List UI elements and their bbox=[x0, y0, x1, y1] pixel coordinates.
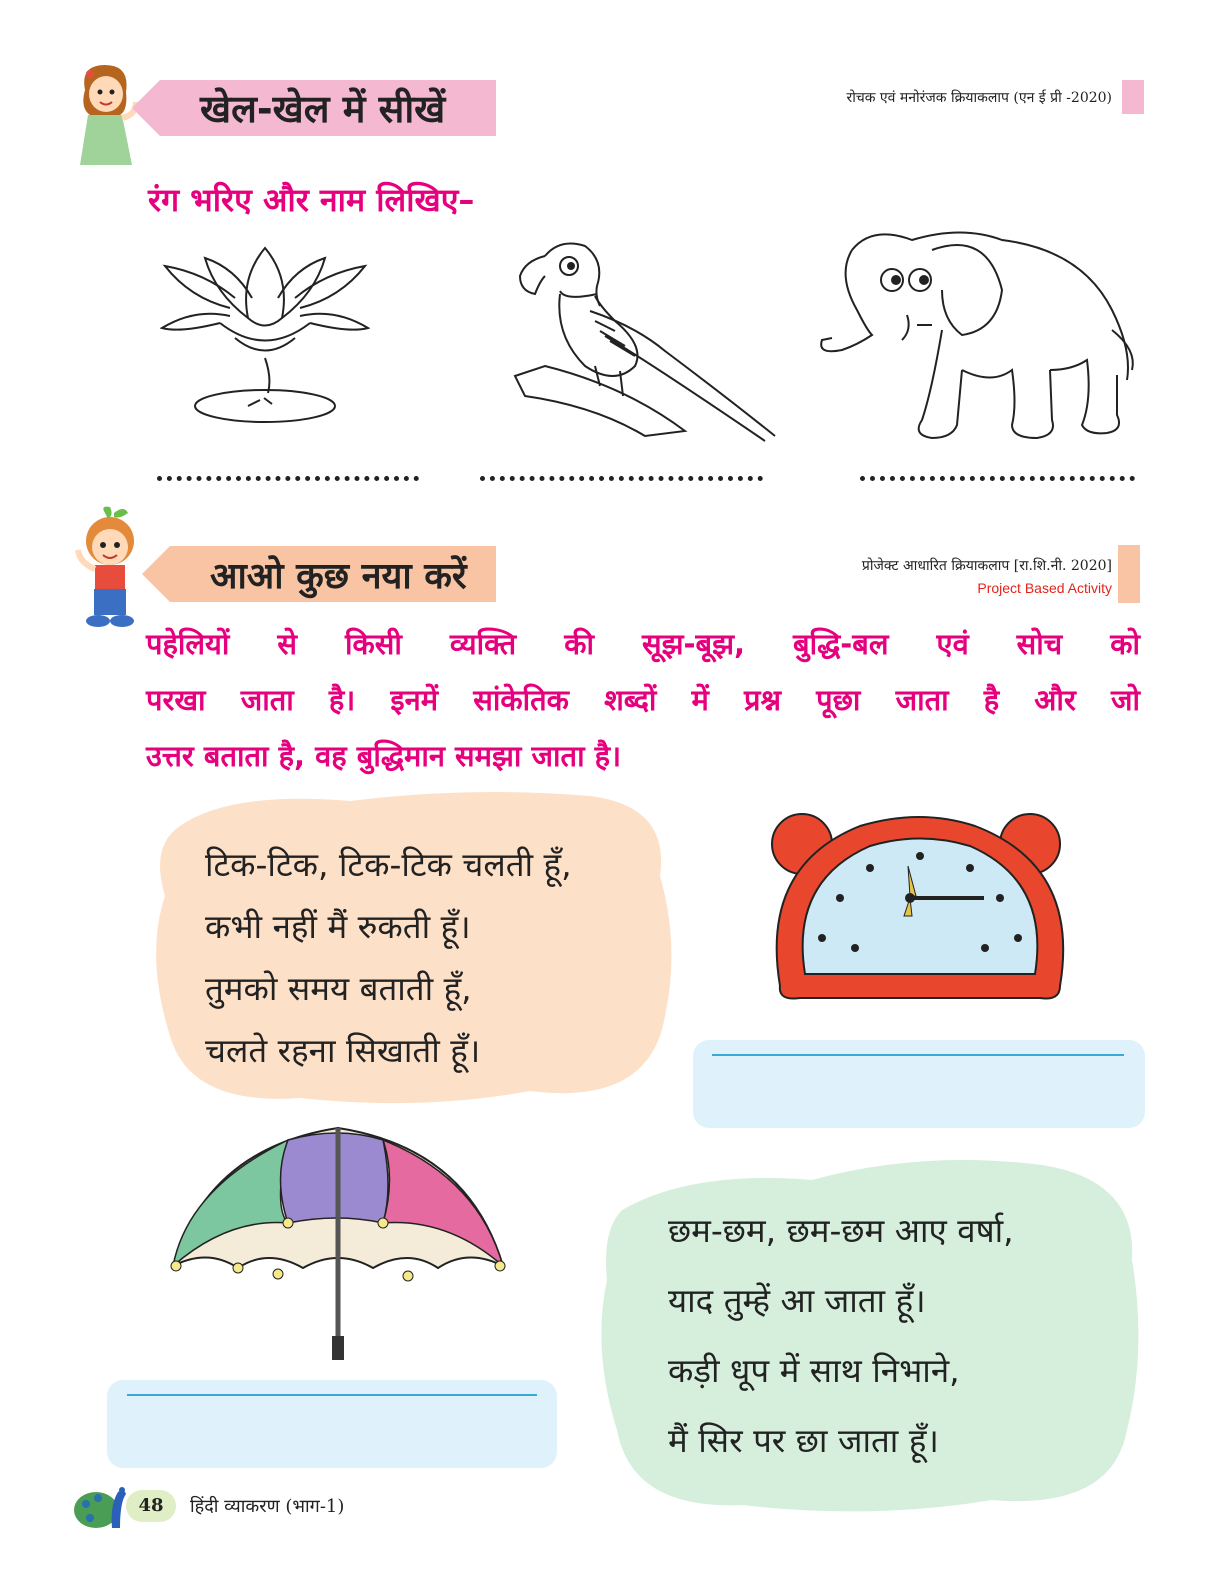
boy-mascot-icon bbox=[70, 505, 150, 630]
section1-banner-title: खेल-खेल में सीखें bbox=[200, 87, 446, 131]
answer-line-clock bbox=[712, 1054, 1124, 1056]
book-title: हिंदी व्याकरण (भाग-1) bbox=[190, 1496, 345, 1517]
intro-line-3: उत्तर बताता है, वह बुद्धिमान समझा जाता है। bbox=[146, 739, 622, 773]
parrot-icon bbox=[505, 236, 785, 446]
riddle1-line-4: चलते रहना सिखाती हूँ। bbox=[205, 1031, 481, 1070]
riddle2-line-1: छम-छम, छम-छम आए वर्षा, bbox=[668, 1211, 1014, 1250]
riddle2-line-2: याद तुम्हें आ जाता हूँ। bbox=[668, 1281, 926, 1320]
section2-tag-english: Project Based Activity bbox=[977, 580, 1112, 596]
riddle2-line-3: कड़ी धूप में साथ निभाने, bbox=[668, 1351, 960, 1390]
lotus-icon bbox=[160, 238, 370, 428]
peacock-icon bbox=[72, 1480, 132, 1532]
answer-line-umbrella bbox=[127, 1394, 537, 1396]
section1-banner bbox=[160, 80, 496, 136]
alarm-clock-icon bbox=[760, 806, 1080, 1006]
section2-banner-title: आओ कुछ नया करें bbox=[210, 555, 467, 597]
riddle2-line-4: मैं सिर पर छा जाता हूँ। bbox=[668, 1421, 939, 1460]
section2-banner bbox=[170, 546, 496, 602]
answer-line-lotus[interactable] bbox=[157, 476, 419, 481]
answer-line-parrot[interactable] bbox=[480, 476, 763, 481]
girl-mascot-icon bbox=[70, 60, 140, 170]
riddle1-line-2: कभी नहीं मैं रुकती हूँ। bbox=[205, 907, 471, 946]
section1-tag: रोचक एवं मनोरंजक क्रियाकलाप (एन ई प्री -2020) bbox=[846, 90, 1112, 106]
section2-tag: प्रोजेक्ट आधारित क्रियाकलाप [रा.शि.नी. 2020] bbox=[861, 558, 1112, 574]
section2-tag-bar bbox=[1118, 545, 1140, 603]
umbrella-icon bbox=[168, 1118, 508, 1366]
intro-line-1: पहेलियों से किसी व्यक्ति की सूझ-बूझ, बुद्धि-बल एवं सोच को bbox=[146, 627, 1140, 661]
page-number: 48 bbox=[126, 1490, 176, 1522]
section1-instruction: रंग भरिए और नाम लिखिए– bbox=[148, 181, 475, 219]
riddle1-line-1: टिक-टिक, टिक-टिक चलती हूँ, bbox=[205, 845, 572, 884]
intro-line-2: परखा जाता है। इनमें सांकेतिक शब्दों में प्रश्न पूछा जाता है और जो bbox=[146, 683, 1140, 717]
answer-line-elephant[interactable] bbox=[860, 476, 1135, 481]
elephant-icon bbox=[812, 220, 1142, 445]
section1-tag-bar bbox=[1122, 80, 1144, 114]
riddle1-line-3: तुमको समय बताती हूँ, bbox=[205, 969, 472, 1008]
